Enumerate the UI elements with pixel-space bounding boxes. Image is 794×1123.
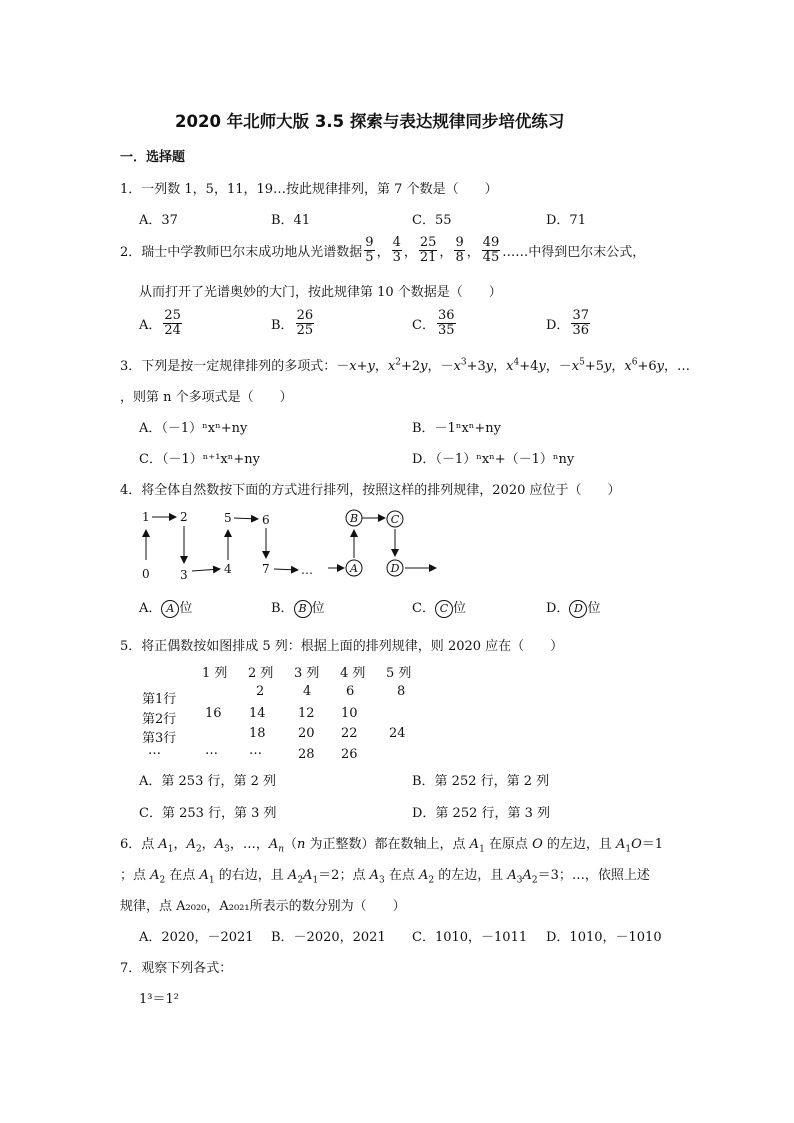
numerator: 37 — [572, 308, 589, 323]
q3-polynomials: －x+y，$x^2+2y$，$-x^3+3y$，$x^4+4y$，$-x^5+5y$，$x^6+6y$，… — [336, 357, 691, 374]
q5-option-b: B．第 252 行，第 2 列 — [412, 774, 550, 789]
q5-option-d: D．第 252 行，第 3 列 — [412, 806, 551, 821]
q4-arrangement-diagram — [120, 500, 460, 590]
q6-stem-line1: 6．点 $A_1$，$A_2$，$A_3$，…，$A_n(n$ 为正整数）都在数轴上，点 $A_1$ 在原点 O 的左边，且 $A_1O=1$ — [120, 837, 664, 855]
q1-option-b: B．41 — [271, 213, 311, 228]
cell-r1-c4: 6 — [346, 684, 355, 699]
option-label: C． — [412, 317, 435, 333]
q3-option-c: C．（－1）ⁿ⁺¹xⁿ+ny — [139, 452, 260, 467]
q3-option-a: A．（－1）ⁿxⁿ+ny — [139, 421, 248, 436]
option-suffix: 位 — [179, 601, 193, 616]
q6-option-c: C．1010，－1011 — [412, 930, 528, 945]
q2-line1: 2．瑞士中学教师巴尔末成功地从光谱数据 $\frac{9}{5}$ ， $\frac{4}{3}$ ， $\frac{25}{21}$ ， $\frac{9}{8}$ ， $\frac{49}{45}$ ……中得到巴尔末公式， — [120, 235, 646, 265]
q2-stem-line2: 从而打开了光谱奥妙的大门，按此规律第 10 个数据是（ ） — [139, 285, 502, 300]
q2-option-d — [546, 309, 592, 337]
denominator: 8 — [455, 249, 464, 265]
q1-option-d: D．71 — [546, 213, 586, 228]
q3-stem-line1 — [120, 355, 690, 374]
q6-stem-line3: 规律，点 A₂₀₂₀，A₂₀₂₁所表示的数分别为（ ） — [120, 899, 406, 914]
cell-r3-c5: 24 — [389, 726, 406, 741]
q2-stem-post: ……中得到巴尔末公式， — [502, 244, 646, 260]
q7-first-equation: 1³＝1² — [139, 992, 179, 1007]
q1-option-a: A．37 — [139, 213, 178, 228]
cell-r2-c2: 14 — [249, 706, 266, 721]
option-suffix: 位 — [452, 601, 466, 616]
col-header-1: 1 列 — [202, 666, 228, 681]
denominator: 25 — [296, 322, 314, 338]
row-label-3: 第3行 — [142, 731, 177, 746]
cell-r4-c1: … — [205, 743, 218, 758]
denominator: 36 — [572, 322, 589, 338]
cell-r2-c4: 10 — [341, 706, 358, 721]
diagram-ellipsis: … — [301, 563, 313, 577]
option-suffix: 位 — [311, 601, 325, 616]
cell-r3-c4: 22 — [341, 726, 358, 741]
diagram-letter-c: C — [390, 513, 400, 526]
q2-option-b — [271, 309, 316, 337]
denominator: 3 — [392, 249, 401, 265]
q5-option-a: A．第 253 行，第 2 列 — [139, 774, 277, 789]
option-suffix: 位 — [587, 601, 601, 616]
diagram-number-0: 0 — [142, 567, 150, 581]
numerator: 9 — [365, 235, 374, 250]
cell-r4-c3: 28 — [298, 747, 315, 762]
q4-stem: 4．将全体自然数按下面的方式进行排列，按照这样的排列规律，2020 应位于（ ） — [120, 483, 621, 498]
diagram-number-2: 2 — [180, 510, 188, 524]
col-header-2: 2 列 — [248, 666, 274, 681]
q5-stem: 5．将正偶数按如图排成 5 列：根据上面的排列规律，则 2020 应在（ ） — [120, 639, 564, 654]
option-label: B． — [271, 317, 294, 333]
q5-option-c: C．第 253 行，第 3 列 — [139, 806, 277, 821]
q3-stem-line2: ，则第 n 个多项式是（ ） — [120, 390, 293, 405]
numerator: 9 — [455, 235, 464, 250]
q2-option-c — [412, 309, 458, 337]
denominator: 5 — [365, 249, 374, 265]
q6-option-d: D．1010，－1010 — [546, 930, 662, 945]
diagram-number-1: 1 — [142, 510, 150, 524]
q3-option-d: D．（－1）ⁿxⁿ+（－1）ⁿny — [412, 452, 575, 467]
cell-r3-c2: 18 — [249, 726, 266, 741]
cell-r1-c5: 8 — [397, 684, 406, 699]
circled-letter: B — [294, 600, 312, 618]
section-heading: 一．选择题 — [120, 150, 186, 165]
denominator: 24 — [164, 322, 181, 338]
q4-option-c — [412, 597, 466, 618]
circled-letter: D — [569, 600, 587, 618]
cell-r3-c3: 20 — [298, 726, 315, 741]
q2-stem-pre: 2．瑞士中学教师巴尔末成功地从光谱数据 — [120, 244, 363, 260]
q6-option-a: A．2020，－2021 — [139, 930, 254, 945]
diagram-number-3: 3 — [180, 568, 188, 582]
denominator: 21 — [419, 249, 437, 265]
q4-option-d — [546, 597, 600, 618]
q4-option-b — [271, 597, 325, 618]
q7-stem: 7．观察下列各式： — [120, 961, 233, 976]
denominator: 35 — [437, 322, 455, 338]
numerator: 25 — [419, 235, 437, 250]
circled-letter: C — [435, 600, 453, 618]
option-label: D． — [546, 317, 570, 333]
diagram-number-7: 7 — [262, 562, 270, 576]
diagram-number-4: 4 — [224, 562, 232, 576]
diagram-letter-a: A — [350, 562, 358, 575]
numerator: 36 — [437, 308, 455, 323]
q2-fraction-5 — [482, 236, 501, 264]
cell-r1-c2: 2 — [256, 684, 265, 699]
arrow-5-6 — [234, 518, 258, 519]
numerator: 49 — [482, 235, 500, 250]
diagram-number-6: 6 — [262, 513, 270, 527]
col-header-4: 4 列 — [340, 666, 366, 681]
q6-option-b: B．－2020，2021 — [271, 930, 386, 945]
q3-option-b: B．－1ⁿxⁿ+ny — [412, 421, 502, 436]
q2-fraction-2 — [392, 236, 402, 264]
numerator: 26 — [296, 308, 314, 323]
arrow-7-ellipsis — [274, 569, 298, 570]
q2-fraction-1 — [364, 236, 374, 264]
q4-option-a — [139, 597, 192, 618]
col-header-5: 5 列 — [386, 666, 412, 681]
option-label: D． — [546, 601, 570, 616]
q2-fraction-4 — [454, 236, 464, 264]
diagram-letter-d: D — [390, 562, 400, 575]
q6-stem-line2: ；点 $A_2$ 在点 $A_1$ 的右边，且 $A_2A_1=2$；点 $A_3$ 在点 $A_2$ 的左边，且 $A_3A_2=3$；…，依照上述 — [120, 868, 650, 886]
cell-r2-c1: 16 — [205, 706, 222, 721]
col-header-3: 3 列 — [294, 666, 320, 681]
q3-stem-pre: 3．下列是按一定规律排列的多项式： — [120, 359, 337, 374]
row-label-4: … — [148, 743, 161, 758]
arrow-3-4 — [192, 569, 220, 571]
option-label: C． — [412, 601, 435, 616]
circled-letter: A — [161, 600, 179, 618]
q2-option-a — [139, 309, 184, 337]
diagram-letter-b: B — [349, 512, 359, 525]
cell-r4-c2: … — [249, 743, 262, 758]
cell-r1-c3: 4 — [303, 684, 312, 699]
q2-fraction-3 — [419, 236, 438, 264]
q1-stem: 1．一列数 1，5，11，19…按此规律排列，第 7 个数是（ ） — [120, 182, 498, 197]
diagram-number-5: 5 — [224, 511, 232, 525]
q1-option-c: C．55 — [412, 213, 452, 228]
numerator: 25 — [164, 308, 181, 323]
option-label: A． — [139, 317, 162, 333]
page-title: 2020 年北师大版 3.5 探索与表达规律同步培优练习 — [175, 112, 565, 131]
option-label: B． — [271, 601, 294, 616]
row-label-1: 第1行 — [142, 692, 177, 707]
numerator: 4 — [392, 235, 401, 250]
cell-r2-c3: 12 — [298, 706, 315, 721]
denominator: 45 — [482, 249, 500, 265]
cell-r4-c4: 26 — [341, 747, 358, 762]
row-label-2: 第2行 — [142, 712, 177, 727]
option-label: A． — [139, 601, 162, 616]
